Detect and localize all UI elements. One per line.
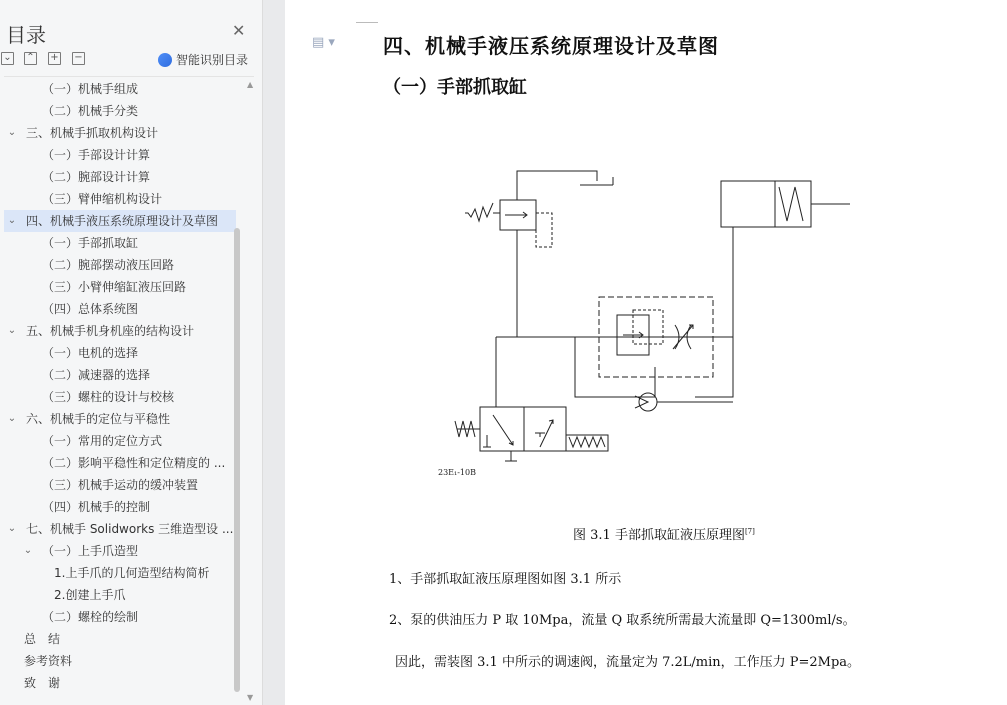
scroll-up-icon[interactable]: ▲ (247, 80, 254, 89)
outline-item[interactable] (4, 474, 236, 496)
outline-scrollbar[interactable] (234, 228, 240, 692)
outline-panel (0, 0, 262, 705)
diagram-label: 23E₁-10B (438, 468, 476, 477)
outline-item-label: （二）螺栓的绘制 (42, 610, 139, 624)
add-heading-icon[interactable]: + (48, 52, 61, 65)
outline-item-label: 四、机械手液压系统原理设计及草图 (26, 214, 219, 228)
outline-item[interactable] (4, 276, 236, 298)
caption-reference: [7] (744, 527, 755, 536)
outline-item-label: （三）机械手运动的缓冲装置 (42, 478, 199, 492)
outline-item-label: （三）臂伸缩机构设计 (42, 192, 163, 206)
outline-item-label: （二）腕部设计计算 (42, 170, 151, 184)
document-icon[interactable]: ▤ ▾ (312, 35, 335, 50)
close-icon[interactable]: ✕ (232, 21, 246, 40)
scroll-down-icon[interactable]: ▼ (247, 693, 254, 702)
subsection-heading: （一）手部抓取缸 (383, 77, 527, 98)
caption-text: 图 3.1 手部抓取缸液压原理图 (573, 528, 745, 543)
outline-item-label: 致 谢 (24, 676, 61, 690)
ai-icon (158, 53, 172, 67)
outline-item[interactable] (4, 254, 236, 276)
outline-item-label: 三、机械手抓取机构设计 (26, 126, 159, 140)
outline-item[interactable] (4, 144, 236, 166)
collapse-all-icon[interactable]: ⌄ (1, 52, 14, 65)
chevron-down-icon[interactable]: ⌄ (7, 523, 17, 534)
outline-item-label: 总 结 (24, 632, 61, 646)
smart-recognize-label: 智能识别目录 (176, 53, 249, 67)
outline-item-label: （三）小臂伸缩缸液压回路 (42, 280, 187, 294)
paragraph-1: 1、手部抓取缸液压原理图如图 3.1 所示 (389, 572, 622, 587)
outline-item[interactable] (4, 386, 236, 408)
remove-heading-icon[interactable]: − (72, 52, 85, 65)
figure-caption (573, 524, 755, 543)
chevron-down-icon[interactable]: ⌄ (7, 325, 17, 336)
outline-item-label: （一）常用的定位方式 (42, 434, 163, 448)
document-gutter (263, 0, 285, 705)
outline-item-label: 五、机械手机身机座的结构设计 (26, 324, 195, 338)
outline-item-label: （二）减速器的选择 (42, 368, 151, 382)
document-page (285, 0, 1007, 705)
outline-item[interactable] (4, 210, 236, 232)
outline-item-label: （三）螺柱的设计与校核 (42, 390, 175, 404)
chevron-down-icon[interactable]: ⌄ (7, 413, 17, 424)
outline-item[interactable] (4, 78, 236, 100)
outline-item[interactable] (4, 166, 236, 188)
outline-item[interactable] (4, 320, 236, 342)
outline-header (0, 0, 262, 76)
hydraulic-diagram (435, 165, 995, 485)
paragraph-3: 因此，需装图 3.1 中所示的调速阀，流量定为 7.2L/min，工作压力 P=2Mpa。 (395, 655, 861, 670)
outline-item-label: （一）上手爪造型 (42, 544, 139, 558)
chevron-down-icon[interactable]: ⌄ (7, 215, 17, 226)
outline-title: 目录 (6, 23, 46, 47)
smart-recognize-button[interactable] (158, 51, 248, 68)
outline-item-label: （四）总体系统图 (42, 302, 139, 316)
outline-item[interactable] (4, 650, 236, 672)
outline-item-label: 六、机械手的定位与平稳性 (26, 412, 171, 426)
outline-item-label: 1.上手爪的几何造型结构简析 (54, 566, 210, 580)
outline-item[interactable] (4, 342, 236, 364)
outline-item-label: （一）手部设计计算 (42, 148, 151, 162)
outline-item[interactable] (4, 606, 236, 628)
chevron-down-icon[interactable]: ⌄ (23, 545, 33, 556)
outline-item-label: （二）机械手分类 (42, 104, 139, 118)
outline-item[interactable] (4, 518, 236, 540)
outline-item[interactable] (4, 540, 236, 562)
outline-item-label: 2.创建上手爪 (54, 588, 126, 602)
outline-item-label: 参考资料 (24, 654, 73, 668)
outline-item[interactable] (4, 100, 236, 122)
outline-item-label: （四）机械手的控制 (42, 500, 151, 514)
outline-item[interactable] (4, 672, 236, 694)
outline-item[interactable] (4, 496, 236, 518)
outline-item[interactable] (4, 364, 236, 386)
section-heading: 四、机械手液压系统原理设计及草图 (383, 34, 719, 58)
outline-item[interactable] (4, 232, 236, 254)
outline-item-label: （一）电机的选择 (42, 346, 139, 360)
outline-item[interactable] (4, 562, 236, 584)
outline-item[interactable] (4, 122, 236, 144)
outline-item-label: （一）机械手组成 (42, 82, 139, 96)
outline-item[interactable] (4, 298, 236, 320)
outline-item[interactable] (4, 188, 236, 210)
outline-item-label: （二）腕部摆动液压回路 (42, 258, 175, 272)
outline-item-label: 七、机械手 Solidworks 三维造型设 ... (26, 522, 234, 536)
chevron-down-icon[interactable]: ⌄ (7, 127, 17, 138)
outline-item[interactable] (4, 430, 236, 452)
outline-item[interactable] (4, 584, 236, 606)
expand-level-icon[interactable]: ⌃ (24, 52, 37, 65)
paragraph-2: 2、泵的供油压力 P 取 10Mpa，流量 Q 取系统所需最大流量即 Q=1300ml/s。 (389, 613, 856, 628)
page-corner-mark (356, 10, 378, 23)
outline-item[interactable] (4, 628, 236, 650)
outline-item[interactable] (4, 452, 236, 474)
outline-item-label: （二）影响平稳性和定位精度的 ... (42, 456, 226, 470)
outline-item[interactable] (4, 408, 236, 430)
outline-item-label: （一）手部抓取缸 (42, 236, 139, 250)
outline-list (4, 76, 254, 699)
